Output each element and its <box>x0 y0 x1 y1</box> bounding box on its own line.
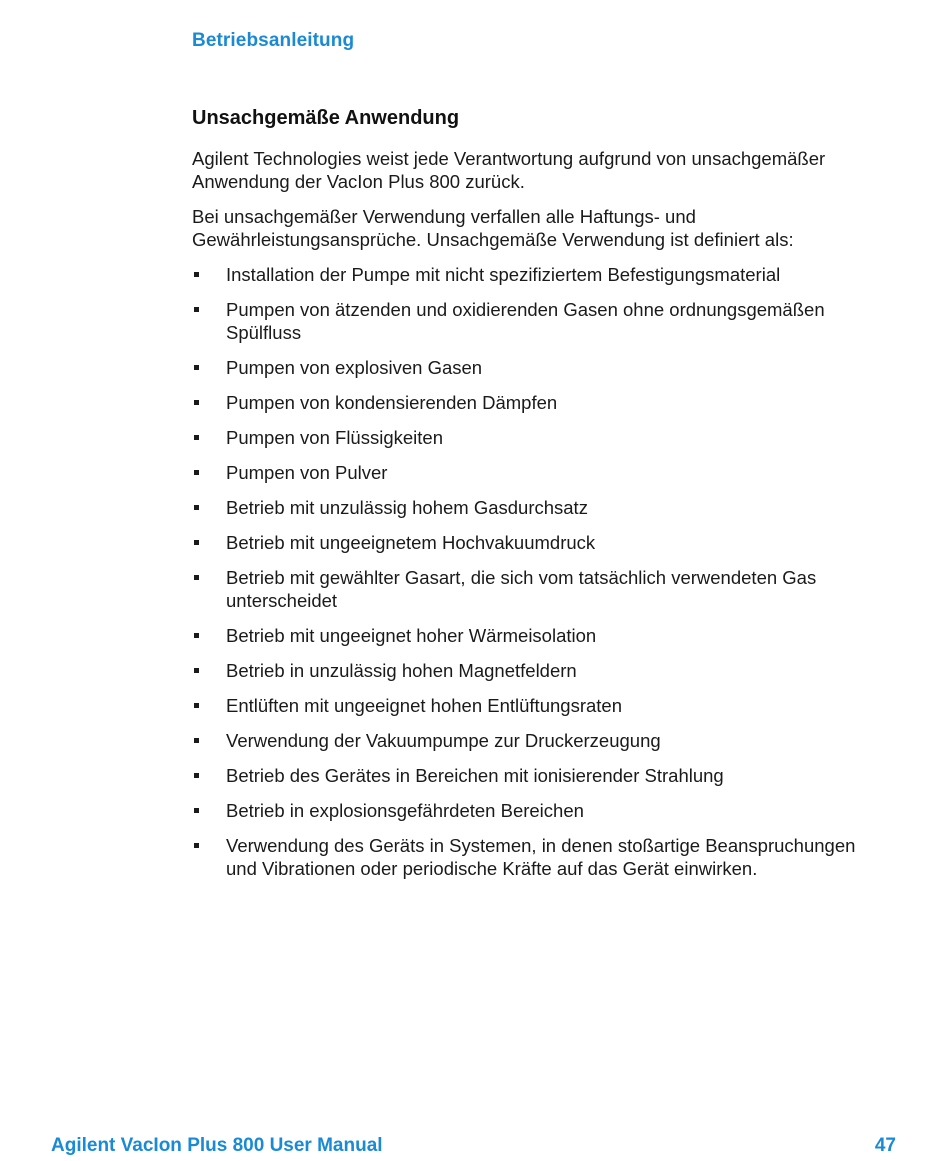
list-item-text: Betrieb mit unzulässig hohem Gasdurchsatz <box>226 497 588 518</box>
bullet-marker-icon <box>194 808 199 813</box>
bullet-marker-icon <box>194 365 199 370</box>
list-item <box>192 298 882 344</box>
bullet-marker-icon <box>194 668 199 673</box>
bullet-marker-icon <box>194 505 199 510</box>
bullet-marker-icon <box>194 435 199 440</box>
bullet-marker-icon <box>194 703 199 708</box>
definition-paragraph: Bei unsachgemäßer Verwendung verfallen alle Haftungs- und Gewährleistungsansprüche. Unsachgemäße Verwendung ist definiert als: <box>192 206 794 250</box>
bullet-marker-icon <box>194 773 199 778</box>
list-item <box>192 356 882 379</box>
list-item-text: Installation der Pumpe mit nicht spezifiziertem Befestigungsmaterial <box>226 264 781 285</box>
list-item-text: Betrieb in unzulässig hohen Magnetfeldern <box>226 660 577 681</box>
bullet-marker-icon <box>194 470 199 475</box>
list-item <box>192 694 882 717</box>
list-item-text: Pumpen von explosiven Gasen <box>226 357 483 378</box>
list-item <box>192 799 882 822</box>
list-item-text: Betrieb in explosionsgefährdeten Bereichen <box>226 800 584 821</box>
list-item <box>192 391 882 414</box>
list-item <box>192 263 882 286</box>
list-item <box>192 566 882 612</box>
bullet-marker-icon <box>194 575 199 580</box>
bullet-marker-icon <box>194 540 199 545</box>
list-item-text: Verwendung des Geräts in Systemen, in denen stoßartige Beanspruchungen und Vibrationen oder periodische Kräfte auf das Gerät einwirken. <box>226 835 856 879</box>
list-item-text: Betrieb des Gerätes in Bereichen mit ionisierender Strahlung <box>226 765 724 786</box>
list-item <box>192 496 882 519</box>
list-item <box>192 729 882 752</box>
list-item-text: Betrieb mit ungeeignetem Hochvakuumdruck <box>226 532 596 553</box>
bullet-marker-icon <box>194 738 199 743</box>
list-item <box>192 426 882 449</box>
main-content <box>192 105 882 892</box>
list-item-text: Pumpen von Flüssigkeiten <box>226 427 443 448</box>
bullet-marker-icon <box>194 843 199 848</box>
bullet-marker-icon <box>194 633 199 638</box>
list-item <box>192 764 882 787</box>
list-item-text: Pumpen von ätzenden und oxidierenden Gasen ohne ordnungsgemäßen Spülfluss <box>226 299 825 343</box>
bullet-marker-icon <box>194 307 199 312</box>
section-title: Unsachgemäße Anwendung <box>192 107 460 129</box>
bullet-marker-icon <box>194 400 199 405</box>
page-number: 47 <box>874 1135 896 1156</box>
footer-manual-title: Agilent VacIon Plus 800 User Manual <box>51 1135 383 1156</box>
list-item <box>192 531 882 554</box>
list-item <box>192 834 882 880</box>
list-item-text: Pumpen von kondensierenden Dämpfen <box>226 392 558 413</box>
list-item-text: Pumpen von Pulver <box>226 462 388 483</box>
running-header: Betriebsanleitung <box>192 30 355 51</box>
list-item-text: Betrieb mit ungeeignet hoher Wärmeisolation <box>226 625 597 646</box>
list-item-text: Betrieb mit gewählter Gasart, die sich vom tatsächlich verwendeten Gas unterscheidet <box>226 567 817 611</box>
list-item <box>192 624 882 647</box>
list-item <box>192 461 882 484</box>
list-item-text: Verwendung der Vakuumpumpe zur Druckerzeugung <box>226 730 661 751</box>
list-item-text: Entlüften mit ungeeignet hohen Entlüftungsraten <box>226 695 622 716</box>
list-item <box>192 659 882 682</box>
misuse-list <box>192 263 882 880</box>
intro-paragraph: Agilent Technologies weist jede Verantwortung aufgrund von unsachgemäßer Anwendung der VacIon Plus 800 zurück. <box>192 148 826 192</box>
bullet-marker-icon <box>194 272 199 277</box>
